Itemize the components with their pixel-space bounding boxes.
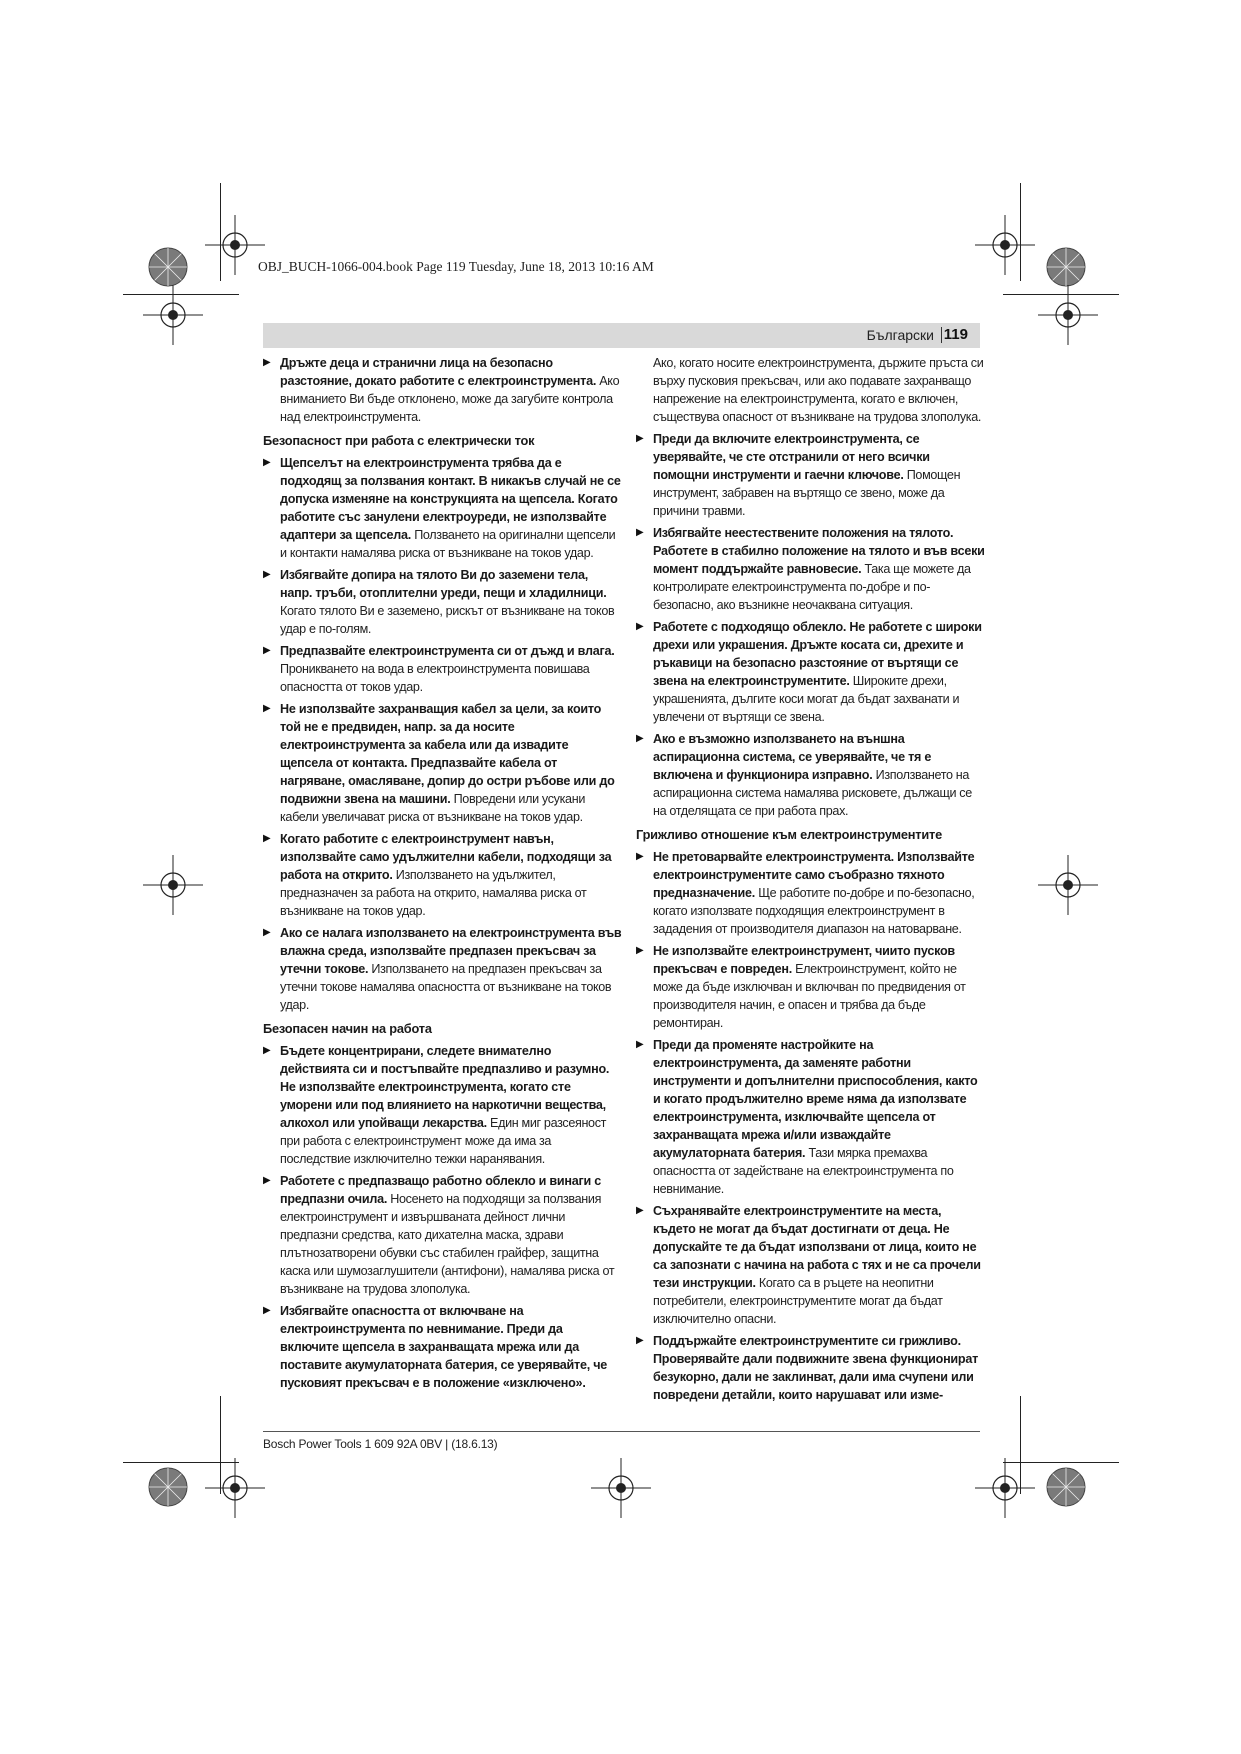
- safety-item-text: Не претоварвайте електроинструмента. Използвайте електроинструментите само съобразно тяхното предназначение. Ще работите по-добре и по-безопасно, когато използвате подходящия електроинструмент в зададения от производителя диапазон на натоварване.: [653, 850, 975, 936]
- safety-item-text: Избягвайте допира на тялото Ви до заземени тела, напр. тръби, отоплителни уреди, пещи и хладилници. Когато тялото Ви е заземено, рискът от възникване на токов удар е по-голям.: [280, 568, 615, 636]
- running-header: [263, 323, 980, 348]
- header-language: Български: [866, 327, 934, 343]
- safety-item: [263, 1042, 623, 1168]
- registration-mark-top-right-1: [1044, 245, 1088, 289]
- safety-item: [636, 1202, 986, 1328]
- bullet-arrow-icon: ▶: [636, 433, 644, 444]
- section-heading-tool-care: Грижливо отношение към електроинструментите: [636, 827, 943, 842]
- registration-mark-bottom-right-1: [1044, 1465, 1088, 1509]
- bullet-arrow-icon: ▶: [263, 1305, 271, 1316]
- safety-item: [263, 454, 623, 562]
- registration-mark-right-middle: [1038, 855, 1098, 915]
- crop-line-left-horizontal-bottom: [123, 1462, 239, 1463]
- print-info-line: OBJ_BUCH-1066-004.book Page 119 Tuesday, June 18, 2013 10:16 AM: [258, 259, 654, 274]
- safety-item: [636, 524, 986, 614]
- bullet-arrow-icon: ▶: [263, 927, 271, 938]
- safety-item: [636, 1036, 986, 1198]
- bullet-arrow-icon: ▶: [636, 1335, 644, 1346]
- footer-text: Bosch Power Tools 1 609 92A 0BV | (18.6.13): [263, 1437, 498, 1451]
- section-heading-electrical: Безопасност при работа с електрически ток: [263, 433, 535, 448]
- bullet-arrow-icon: ▶: [263, 1175, 271, 1186]
- header-separator: [941, 327, 942, 343]
- safety-item-text: Не използвайте захранващия кабел за цели, за които той не е предвиден, напр. за да носите електроинструмента за кабела или да извадите щепсела от контакта. Предпазвайте кабела от нагряване, омасляване, допир до остри ръбове или до подвижни звена на машини. Повредени или усукани кабели увеличават риска от възникване на токов удар.: [280, 702, 615, 824]
- safety-item-text: Не използвайте електроинструмент, чиито пусков прекъсвач е повреден. Електроинструмент, който не може да бъде изключван и включван по предвидения от производителя начин, е опасен и трябва да бъде ремонтиран.: [653, 944, 966, 1030]
- safety-item: [263, 1302, 623, 1392]
- safety-item-text: Преди да включите електроинструмента, се уверявайте, че сте отстранили от него всички помощни инструменти и гаечни ключове. Помощен инструмент, забравен на въртящо се звено, може да причини травми.: [653, 432, 961, 518]
- safety-item-text: Дръжте деца и странични лица на безопасно разстояние, докато работите с електроинструмента. Ако вниманието Ви бъде отклонено, може да загубите контрола над електроинструмента.: [280, 356, 620, 424]
- registration-mark-bottom-left-2: [205, 1458, 265, 1518]
- safety-item: [263, 924, 623, 1014]
- registration-mark-top-left-1: [146, 245, 190, 289]
- bullet-arrow-icon: ▶: [263, 703, 271, 714]
- safety-item-text: Бъдете концентрирани, следете внимателно действията си и постъпвайте предпазливо и разумно. Не използвайте електроинструмента, когато сте уморени или под влиянието на наркотични вещества, алкохол или упойващи лекарства. Един миг разсеяност при работа с електроинструмент може да има за последствие изключително тежки наранявания.: [280, 1044, 610, 1166]
- safety-item-text: Избягвайте неестествените положения на тялото. Работете в стабилно положение на тялото и във всеки момент поддържайте равновесие. Така ще можете да контролирате електроинструмента по-добре и по-безопасно, ако възникне неочаквана ситуация.: [653, 526, 985, 612]
- crop-line-top-left-vertical: [220, 183, 221, 281]
- section-heading-work-safety: Безопасен начин на работа: [263, 1021, 432, 1036]
- safety-item-text: Щепселът на електроинструмента трябва да е подходящ за ползвания контакт. В никакъв случай не се допуска изменяне на конструкцията на щепсела. Когато работите със занулени електроуреди, не използвайте адаптери за щепсела. Ползването на оригинални щепсели и контакти намалява риска от възникване на токов удар.: [280, 456, 621, 560]
- safety-item: [263, 700, 623, 826]
- registration-mark-top-right-2: [975, 215, 1035, 275]
- bullet-arrow-icon: ▶: [636, 733, 644, 744]
- bullet-arrow-icon: ▶: [263, 1045, 271, 1056]
- safety-item: [636, 430, 986, 520]
- continued-paragraph-text: Ако, когато носите електроинструмента, държите пръста си върху пусковия прекъсвач, или ако подавате захранващо напрежение на електроинструмента, когато е включен, съществува опасност от възникване на трудова злополука.: [653, 356, 984, 424]
- bullet-arrow-icon: ▶: [636, 527, 644, 538]
- safety-item-text: Поддържайте електроинструментите си грижливо. Проверявайте дали подвижните звена функционират безукорно, дали не заклинват, дали има счупени или повредени детайли, които нарушават или изме-: [653, 1334, 979, 1402]
- safety-item: [636, 618, 986, 726]
- safety-item-text: Работете с предпазващо работно облекло и винаги с предпазни очила. Носенето на подходящи за ползвания електроинструмент и извършваната дейност лични предпазни средства, като дихателна маска, здрави плътнозатворени обувки със стабилен грайфер, защитна каска или шумозаглушители (антифони), намалява риска от възникване на трудова злополука.: [280, 1174, 615, 1296]
- registration-mark-bottom-left-1: [146, 1465, 190, 1509]
- safety-item-text: Ако се налага използването на електроинструмента във влажна среда, използвайте предпазен прекъсвач за утечни токове. Използването на предпазен прекъсвач за утечни токове намалява опасността от възникване на токов удар.: [280, 926, 622, 1012]
- left-column: [263, 354, 623, 1396]
- bullet-arrow-icon: ▶: [263, 645, 271, 656]
- safety-item: [636, 942, 986, 1032]
- bullet-arrow-icon: ▶: [636, 851, 644, 862]
- safety-item-text: Ако е възможно използването на външна аспирационна система, се уверявайте, че тя е включена и функционира изправно. Използването на аспирационна система намалява рисковете, дължащи се на отделящата се при работа прах.: [653, 732, 972, 818]
- registration-mark-left-middle: [143, 855, 203, 915]
- right-column: [636, 354, 986, 1408]
- safety-item: [263, 642, 623, 696]
- safety-item: [636, 730, 986, 820]
- crop-line-bottom-right-vertical: [1020, 1396, 1021, 1494]
- safety-item: [636, 1332, 986, 1404]
- crop-line-bottom-left-vertical: [220, 1396, 221, 1494]
- bullet-arrow-icon: ▶: [263, 357, 271, 368]
- bullet-arrow-icon: ▶: [263, 833, 271, 844]
- safety-item: [263, 830, 623, 920]
- bullet-arrow-icon: ▶: [636, 1039, 644, 1050]
- bullet-arrow-icon: ▶: [263, 457, 271, 468]
- footer-rule: [263, 1431, 980, 1432]
- registration-mark-top-left-2: [205, 215, 265, 275]
- bullet-arrow-icon: ▶: [636, 1205, 644, 1216]
- safety-item-text: Когато работите с електроинструмент навън, използвайте само удължителни кабели, подходящи за работа на открито. Използването на удължител, предназначен за работа на открито, намалява риска от възникване на токов удар.: [280, 832, 612, 918]
- safety-item: [263, 354, 623, 426]
- safety-item-text: Преди да променяте настройките на електроинструмента, да заменяте работни инструменти и допълнителни приспособления, както и когато продължително време няма да използвате електроинструмента, изключвайте щепсела от захранващата мрежа и/или изваждайте акумулаторната батерия. Тази мярка премахва опасността от задействане на електроинструмента по невнимание.: [653, 1038, 978, 1196]
- safety-item-text: Предпазвайте електроинструмента си от дъжд и влага. Проникването на вода в електроинструмента повишава опасността от токов удар.: [280, 644, 615, 694]
- safety-item-text: Съхранявайте електроинструментите на места, където не могат да бъдат достигнати от деца. Не допускайте те да бъдат използвани от лица, които не са запознати с начина на работа с тях и не са прочели тези инструкции. Когато са в ръцете на неопитни потребители, електроинструментите могат да бъдат изключително опасни.: [653, 1204, 981, 1326]
- bullet-arrow-icon: ▶: [636, 621, 644, 632]
- crop-line-right-horizontal-top: [1003, 294, 1119, 295]
- safety-item: [636, 848, 986, 938]
- continued-paragraph: [636, 354, 986, 426]
- registration-mark-bottom-center: [591, 1458, 651, 1518]
- crop-line-left-horizontal-top: [123, 294, 239, 295]
- bullet-arrow-icon: ▶: [263, 569, 271, 580]
- bullet-arrow-icon: ▶: [636, 945, 644, 956]
- safety-item-text: Работете с подходящо облекло. Не работете с широки дрехи или украшения. Дръжте косата си, дрехите и ръкавици на безопасно разстояние от въртящи се звена на електроинструментите. Широките дрехи, украшенията, дългите коси могат да бъдат захванати и увлечени от въртящи се звена.: [653, 620, 982, 724]
- safety-item: [263, 566, 623, 638]
- safety-item-text: Избягвайте опасността от включване на електроинструмента по невнимание. Преди да включите щепсела в захранващата мрежа или да поставите акумулаторната батерия, се уверявайте, че пусковият прекъсвач е в положение «изключено».: [280, 1304, 608, 1390]
- crop-line-right-horizontal-bottom: [1003, 1462, 1119, 1463]
- header-page-number: 119: [943, 326, 968, 343]
- safety-item: [263, 1172, 623, 1298]
- registration-mark-bottom-right-2: [975, 1458, 1035, 1518]
- crop-line-top-right-vertical: [1020, 183, 1021, 281]
